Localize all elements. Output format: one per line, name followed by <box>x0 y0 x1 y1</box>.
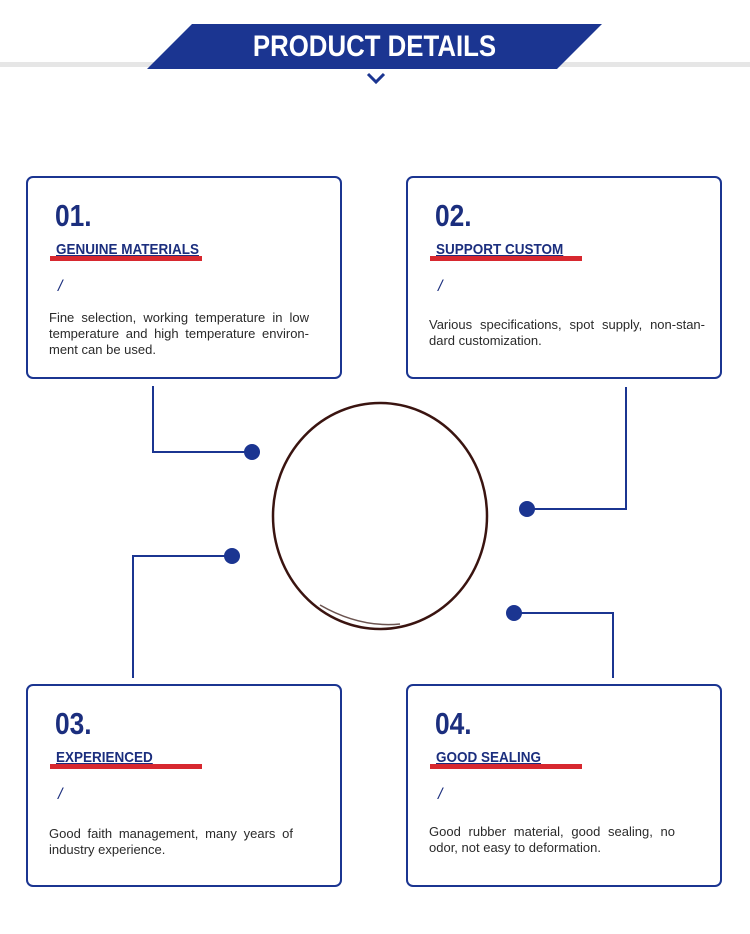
feature-number: 02. <box>435 198 472 233</box>
feature-title: EXPERIENCED <box>56 749 153 766</box>
feature-title: SUPPORT CUSTOM <box>436 241 564 258</box>
feature-title: GENUINE MATERIALS <box>56 241 200 258</box>
connector-dot-3 <box>224 548 240 564</box>
feature-card-3 <box>26 684 342 887</box>
feature-slash: / <box>438 786 443 803</box>
feature-card-1 <box>26 176 342 379</box>
connector-dot-1 <box>244 444 260 460</box>
connector-dot-2 <box>519 501 535 517</box>
feature-slash: / <box>58 278 63 295</box>
feature-slash: / <box>438 278 443 295</box>
feature-card-2 <box>406 176 722 379</box>
connector-dot-4 <box>506 605 522 621</box>
feature-slash: / <box>58 786 63 803</box>
feature-description: Fine selection, working temperature in low temperature and high temperature environ-ment can be used. <box>49 310 309 357</box>
feature-number: 01. <box>55 198 92 233</box>
o-ring-image <box>273 403 487 629</box>
page-title: PRODUCT DETAILS <box>252 29 497 63</box>
chevron-down-icon <box>366 70 386 86</box>
feature-number: 04. <box>435 706 472 741</box>
feature-description: Good faith management, many years of industry experience. <box>49 826 293 857</box>
feature-number: 03. <box>55 706 92 741</box>
feature-card-4 <box>406 684 722 887</box>
feature-description: Good rubber material, good sealing, no odor, not easy to deformation. <box>429 824 675 855</box>
feature-title: GOOD SEALING <box>436 749 542 766</box>
feature-description: Various specifications, spot supply, non-stan-dard customization. <box>429 317 705 348</box>
